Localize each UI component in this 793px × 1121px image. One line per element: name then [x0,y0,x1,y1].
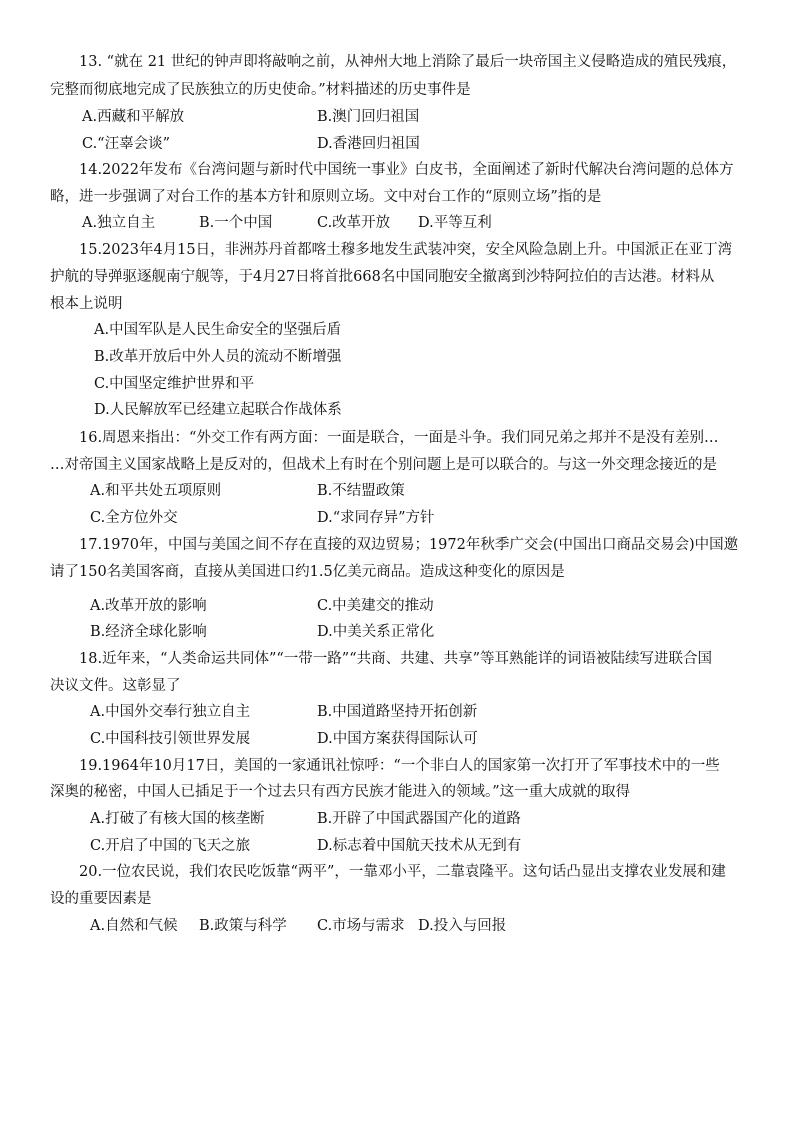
question-16-option-b[interactable]: B.不结盟政策 [317,483,405,499]
question-20-option-a[interactable]: A.自然和气候 [90,918,178,934]
question-20-option-c[interactable]: C.市场与需求 [317,918,405,934]
question-20-stem-line-1: 20.一位农民说，我们农民吃饭靠“两平”，一靠邓小平，二靠袁隆平。这句话凸显出支撑农业发展和建 [79,864,726,880]
question-19-stem-line-2: 深奥的秘密，中国人已插足于一个过去只有西方民族才能进入的领域。”这一重大成就的取得 [50,784,631,800]
question-13-option-d[interactable]: D.香港回归祖国 [317,136,420,152]
question-14-option-c[interactable]: C.改革开放 [317,215,391,231]
question-17-option-d[interactable]: D.中美关系正常化 [317,624,435,640]
question-19-option-d[interactable]: D.标志着中国航天技术从无到有 [317,838,522,854]
question-19-stem-line-1: 19.1964年10月17日，美国的一家通讯社惊呼：“一个非白人的国家第一次打开了军事技术中的一些 [79,758,720,774]
question-15-stem-line-2: 护航的导弹驱逐舰南宁舰等，于4月27日将首批668名中国同胞安全撤离到沙特阿拉伯的吉达港。材料从 [50,269,715,285]
question-18-stem-line-2: 决议文件。这彰显了 [50,678,181,694]
question-17-option-b[interactable]: B.经济全球化影响 [90,624,207,640]
question-20-option-b[interactable]: B.政策与科学 [199,918,287,934]
question-15-stem-line-1: 15.2023年4月15日，非洲苏丹首都喀土穆多地发生武装冲突，安全风险急剧上升。中国派正在亚丁湾 [79,242,733,258]
question-13-option-b[interactable]: B.澳门回归祖国 [317,109,420,125]
question-16-option-a[interactable]: A.和平共处五项原则 [90,483,222,499]
question-19-option-c[interactable]: C.开启了中国的飞天之旅 [90,838,251,854]
question-18-option-b[interactable]: B.中国道路坚持开拓创新 [317,704,478,720]
question-18-option-a[interactable]: A.中国外交奉行独立自主 [90,704,251,720]
question-18-option-c[interactable]: C.中国科技引领世界发展 [90,731,251,747]
question-20-option-d[interactable]: D.投入与回报 [418,918,507,934]
question-17-stem-line-2: 请了150名美国客商，直接从美国进口约1.5亿美元商品。造成这种变化的原因是 [50,564,565,580]
question-13-option-c[interactable]: C.“汪辜会谈” [82,136,171,152]
question-17-option-a[interactable]: A.改革开放的影响 [90,598,207,614]
question-13-option-a[interactable]: A.西藏和平解放 [82,109,185,125]
question-18-stem-line-1: 18.近年来，“人类命运共同体”“一带一路”“共商、共建、共享”等耳熟能详的词语被陆续写进联合国 [79,651,713,667]
question-16-option-d[interactable]: D.“求同存异”方针 [317,510,435,526]
question-19-option-b[interactable]: B.开辟了中国武器国产化的道路 [317,811,521,827]
question-15-option-c[interactable]: C.中国坚定维护世界和平 [94,376,255,392]
question-15-stem-line-3: 根本上说明 [50,296,123,312]
question-15-option-a[interactable]: A.中国军队是人民生命安全的坚强后盾 [94,322,342,338]
question-17-option-c[interactable]: C.中美建交的推动 [317,598,434,614]
question-17-stem-line-1: 17.1970年，中国与美国之间不存在直接的双边贸易；1972年秋季广交会(中国出口商品交易会)中国邀 [79,537,739,553]
question-14-option-d[interactable]: D.平等互利 [418,215,492,231]
question-15-option-d[interactable]: D.人民解放军已经建立起联合作战体系 [94,402,342,418]
question-14-option-a[interactable]: A.独立自主 [82,215,156,231]
question-14-stem-line-2: 略，进一步强调了对台工作的基本方针和原则立场。文中对台工作的“原则立场”指的是 [50,189,602,205]
question-18-option-d[interactable]: D.中国方案获得国际认可 [317,731,478,747]
question-20-stem-line-2: 设的重要因素是 [50,891,152,907]
question-13-stem-line-2: 完整而彻底地完成了民族独立的历史使命。”材料描述的历史事件是 [50,82,471,98]
question-19-option-a[interactable]: A.打破了有核大国的核垄断 [90,811,265,827]
question-16-stem-line-2: …对帝国主义国家战略上是反对的，但战术上有时在个别问题上是可以联合的。与这一外交理念接近的是 [50,457,717,473]
question-16-stem-line-1: 16.周恩来指出：“外交工作有两方面：一面是联合，一面是斗争。我们同兄弟之邦并不是没有差别… [79,430,719,446]
question-14-option-b[interactable]: B.一个中国 [199,215,273,231]
question-13-stem-line-1: 13. “就在 21 世纪的钟声即将敲响之前，从神州大地上消除了最后一块帝国主义侵略造成的殖民残痕， [79,54,737,70]
question-16-option-c[interactable]: C.全方位外交 [90,510,178,526]
question-15-option-b[interactable]: B.改革开放后中外人员的流动不断增强 [94,349,342,365]
question-14-stem-line-1: 14.2022年发布《台湾问题与新时代中国统一事业》白皮书，全面阐述了新时代解决台湾问题的总体方 [79,162,734,178]
